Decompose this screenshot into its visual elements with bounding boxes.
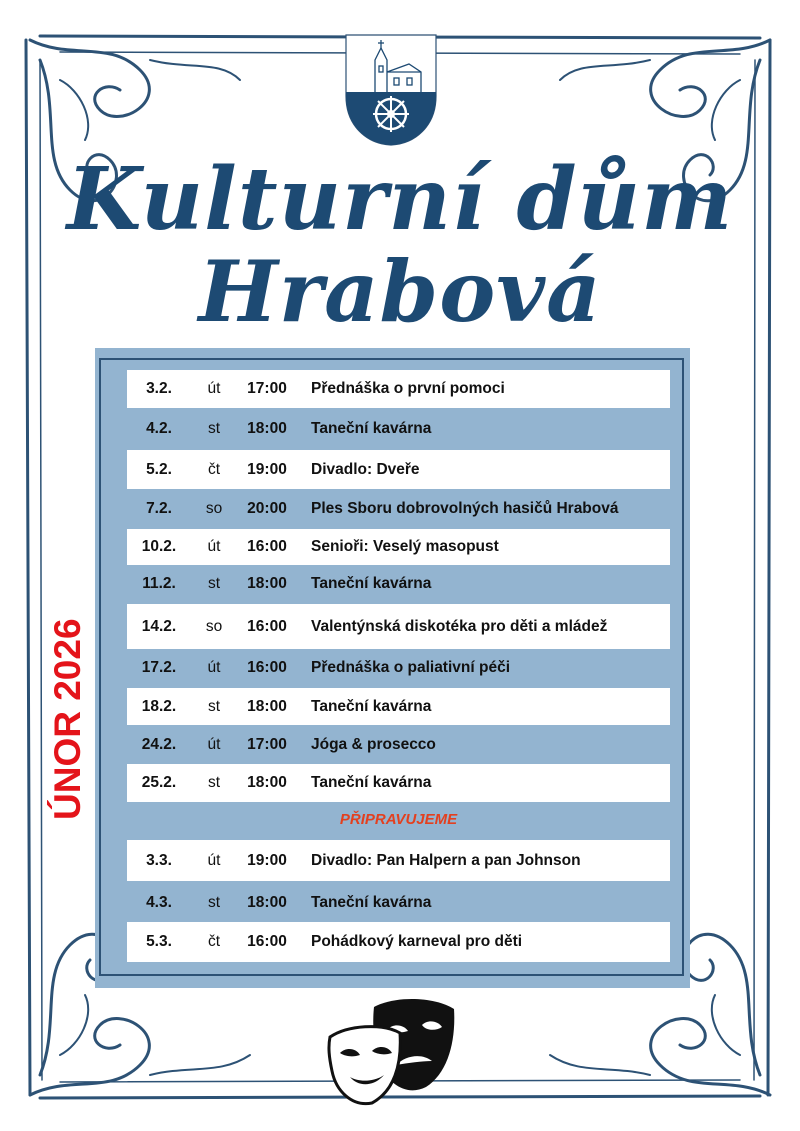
event-date: 4.2. [146, 420, 172, 437]
event-title: Taneční kavárna [311, 774, 432, 791]
event-title: Senioři: Veselý masopust [311, 538, 499, 555]
event-day: st [207, 575, 221, 592]
event-title: Ples Sboru dobrovolných hasičů Hrabová [311, 500, 619, 517]
event-date: 5.2. [146, 460, 172, 478]
event-day: st [207, 774, 221, 791]
event-day: st [207, 894, 221, 911]
event-row [127, 764, 670, 802]
event-row [127, 410, 670, 448]
event-title: Taneční kavárna [311, 894, 432, 911]
event-time: 17:00 [247, 380, 287, 397]
event-date: 4.3. [146, 894, 172, 911]
event-row [127, 688, 670, 725]
event-date: 14.2. [141, 617, 177, 635]
event-title: Přednáška o první pomoci [311, 380, 505, 397]
event-time: 17:00 [247, 735, 287, 753]
page-title-line2: Hrabová [198, 242, 602, 341]
event-row [127, 650, 670, 686]
event-row [127, 566, 670, 602]
event-day: so [205, 500, 223, 517]
theatre-masks-icon [326, 995, 458, 1107]
event-time: 16:00 [247, 538, 287, 555]
event-day: čt [207, 933, 221, 950]
event-day: út [207, 659, 221, 676]
event-title: Pohádkový karneval pro děti [311, 933, 523, 950]
event-day: út [207, 380, 221, 397]
event-date: 18.2. [141, 697, 177, 715]
event-row [127, 450, 670, 489]
event-date: 24.2. [141, 735, 177, 753]
event-day: út [207, 735, 221, 753]
event-time: 18:00 [247, 420, 287, 437]
event-day: út [207, 851, 221, 869]
event-title: Jóga & prosecco [311, 735, 436, 753]
village-crest-icon [345, 34, 437, 146]
event-date: 7.2. [146, 500, 172, 517]
event-day: čt [207, 460, 221, 478]
page-title-line1: Kulturní dům [66, 149, 734, 250]
event-row [127, 370, 670, 408]
event-time: 18:00 [247, 774, 287, 791]
event-day: st [207, 420, 221, 437]
event-day: st [207, 697, 221, 715]
event-title: Valentýnská diskotéka pro děti a mládež [311, 617, 608, 635]
event-date: 3.3. [146, 851, 172, 869]
upcoming-row [127, 922, 670, 962]
event-day: út [207, 538, 221, 555]
upcoming-heading: PŘIPRAVUJEME [339, 811, 458, 828]
event-time: 16:00 [247, 659, 287, 676]
event-time: 18:00 [247, 697, 287, 715]
event-row [127, 491, 670, 527]
event-title: Divadlo: Dveře [311, 460, 420, 478]
event-title: Taneční kavárna [311, 697, 432, 715]
event-time: 16:00 [247, 617, 287, 635]
event-time: 18:00 [247, 575, 287, 592]
event-time: 16:00 [247, 933, 287, 950]
event-title: Divadlo: Pan Halpern a pan Johnson [311, 851, 581, 869]
event-day: so [205, 617, 223, 635]
event-row [127, 604, 670, 649]
event-row [127, 727, 670, 762]
event-time: 20:00 [247, 500, 287, 517]
event-date: 11.2. [142, 575, 176, 592]
event-date: 10.2. [141, 538, 177, 555]
event-date: 25.2. [141, 774, 177, 791]
event-row [127, 529, 670, 565]
upcoming-row [127, 840, 670, 881]
event-time: 18:00 [247, 894, 287, 911]
event-title: Taneční kavárna [311, 575, 432, 592]
event-date: 5.3. [146, 933, 172, 950]
event-title: Přednáška o paliativní péči [311, 659, 510, 676]
event-date: 17.2. [141, 659, 177, 676]
event-time: 19:00 [247, 460, 287, 478]
event-title: Taneční kavárna [311, 420, 432, 437]
upcoming-row [127, 884, 670, 922]
event-date: 3.2. [146, 380, 172, 397]
event-time: 19:00 [247, 851, 287, 869]
